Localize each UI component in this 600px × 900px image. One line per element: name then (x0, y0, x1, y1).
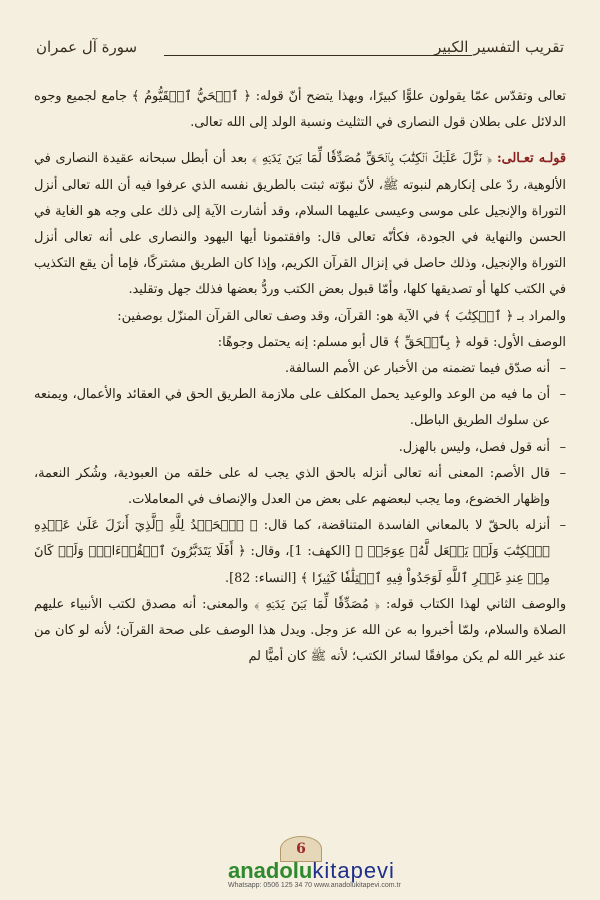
list-item: – أن ما فيه من الوعد والوعيد يحمل المكلف على ملازمة الطريق الحق في العقائد والأعمال، ويمنعه عن سلوك الطريق الباطل. (34, 382, 566, 434)
book-title: تقريب التفسير الكبير (434, 38, 564, 56)
list-item: – أنزله بالحقّ لا بالمعاني الفاسدة المتناقضة، كما قال: ﴿ ٱلۡحَمۡدُ لِلَّهِ ٱلَّذِيٓ أَنزَلَ عَلَىٰ عَبۡدِهِ ٱلۡكِتَٰبَ وَلَمۡ يَجۡعَل لَّهُۥ عِوَجَاۜ ﴾ [الكهف: 1]، وقال: ﴿ أَفَلَا يَتَدَبَّرُونَ ٱلۡقُرۡءَانَۚ وَلَوۡ كَانَ مِنۡ عِندِ غَيۡرِ ٱللَّهِ لَوَجَدُواْ فِيهِ ٱخۡتِلَٰفٗا كَثِيرٗا ﴾ [النساء: 82]. (34, 513, 566, 592)
paragraph (34, 146, 566, 303)
logo-word-anadolu: anadolu (228, 858, 313, 883)
verse-lead: قولـه تعـالى: (496, 151, 566, 167)
paragraph: والمراد بـ ﴿ ٱلۡكِتَٰبَ ﴾ في الآية هو: القرآن، وقد وصف تعالى القرآن المنزّل بوصفين: (117, 308, 566, 324)
publisher-contact: Whatsapp: 0506 125 34 70 www.anadolukitapevi.com.tr (228, 882, 401, 889)
paragraph: تعالى وتقدّس عمّا يقولون علوًّا كبيرًا، وبهذا يتضح أنّ قوله: ﴿ ٱلۡحَيُّ ٱلۡقَيُّومُ ﴾ جامع لجميع وجوه الدلائل على بطلان قول النصارى في التثليث ونسبة الولد إلى الله تعالى. (34, 89, 566, 131)
paragraph-text: ﴿ نَزَّلَ عَلَيۡكَ ٱلۡكِتَٰبَ بِٱلۡحَقِّ مُصَدِّقٗا لِّمَا بَيۡنَ يَدَيۡهِ ﴾ بعد أن أبطل سبحانه عقيدة النصارى في الألوهية، ردّ على إنكارهم لنبوته ﷺ، لأنّ نبوّته ثبتت بالطريق نفسه الذي عرفوا فيه أن الله تعالى أنزل التوراة والإنجيل على موسى وعيسى عليهما السلام، وقد أشارت الآية إلى ذلك على وجه هو الغاية في الحسن والنهاية في الجودة، فكأنّه تعالى قال: وافقتمونا أيها اليهود والنصارى على أنه تعالى أنزل التوراة والإنجيل، وذلك حاصل في إنزال القرآن الكريم، وإذا كان الطريق مشتركًا، فإما أن يقع التكذيب في الكتب كلها أو تصديقها كلها، وأمّا قبول بعض الكتب وردُّ بعضها فذلك جهل وتقليد. (34, 151, 566, 298)
list-item: – قال الأصم: المعنى أنه تعالى أنزله بالحق الذي يجب له على خلقه من العبودية، وشُكر النعمة، وإظهار الخضوع، وما يجب لبعضهم على بعض من العدل والإنصاف في المعاملات. (34, 461, 566, 513)
page-body (34, 84, 566, 670)
page-footer (0, 840, 600, 900)
list-item: – أنه صدّق فيما تضمنه من الأخبار عن الأمم السالفة. (34, 356, 566, 382)
page-number: 6 (280, 836, 322, 862)
publisher-logo (228, 858, 401, 889)
logo-word-kitapevi: kitapevi (312, 858, 395, 883)
surah-title: سورة آل عمران (36, 38, 138, 56)
paragraph: والوصف الثاني لهذا الكتاب قوله: ﴿ مُصَدِّقٗا لِّمَا بَيۡنَ يَدَيۡهِ ﴾ والمعنى: أنه مصدق لكتب الأنبياء عليهم الصلاة والسلام، ولمّا أخبروا به عن الله عز وجل. ويدل هذا الوصف على صحة القرآن؛ لأنه لو كان من عند غير الله لم يكن موافقًا لسائر الكتب؛ لأنه ﷺ كان أميًّا لم (34, 596, 566, 665)
header-rule (164, 55, 472, 56)
running-header (36, 38, 564, 62)
list-item: – أنه قول فصل، وليس بالهزل. (34, 435, 566, 461)
paragraph: الوصف الأول: قوله ﴿ بِٱلۡحَقِّ ﴾ قال أبو مسلم: إنه يحتمل وجوهًا: (217, 334, 566, 350)
